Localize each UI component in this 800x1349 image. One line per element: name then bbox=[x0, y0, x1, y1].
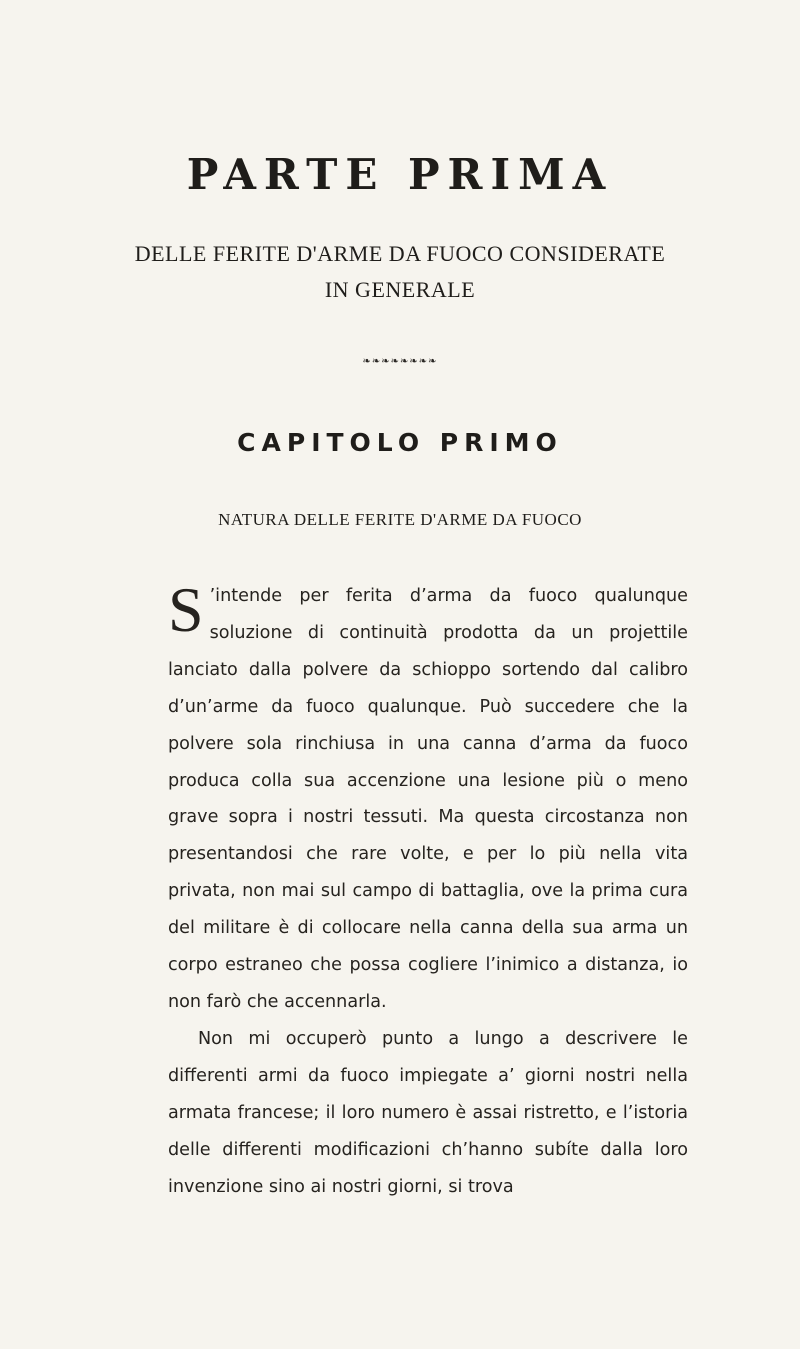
part-subtitle bbox=[0, 236, 800, 308]
ornament-divider: ❧❧❧❧❧❧❧❧ bbox=[362, 356, 438, 367]
drop-cap: S bbox=[168, 574, 204, 645]
chapter-subtitle: NATURA DELLE FERITE D'ARME DA FUOCO bbox=[218, 510, 582, 529]
part-subtitle-line-1: DELLE FERITE D'ARME DA FUOCO CONSIDERATE bbox=[134, 241, 666, 266]
paragraph-1-text: ’intende per ferita d’arma da fuoco qualunque soluzione di continuità prodotta da un projettile lanciato dalla polvere da schioppo sortendo dal calibro d’un’arme da fuoco qualunque. Può succedere che la polvere sola rinchiusa in una canna d’arma da fuoco produca colla sua accenzione una lesione più o meno grave sopra i nostri tessuti. Ma questa circostanza non presentandosi che rare volte, e per lo più nella vita privata, non mai sul campo di battaglia, ove la prima cura del militare è di collocare nella canna della sua arma un corpo estraneo che possa cogliere l’inimico a distanza, io non farò che accennarla. bbox=[168, 586, 688, 1012]
paragraph-1 bbox=[168, 574, 688, 1021]
paragraph-2: Non mi occuperò punto a lungo a descrivere le differenti armi da fuoco impiegate a’ giorni nostri nella armata francese; il loro numero è assai ristretto, e l’istoria delle differenti modificazioni ch’hanno subíte dalla loro invenzione sino ai nostri giorni, si trova bbox=[168, 1028, 688, 1197]
chapter-title: CAPITOLO PRIMO bbox=[237, 428, 563, 457]
part-subtitle-line-2: IN GENERALE bbox=[324, 277, 476, 302]
part-title: PARTE PRIMA bbox=[186, 150, 614, 199]
body-text bbox=[168, 574, 688, 1205]
